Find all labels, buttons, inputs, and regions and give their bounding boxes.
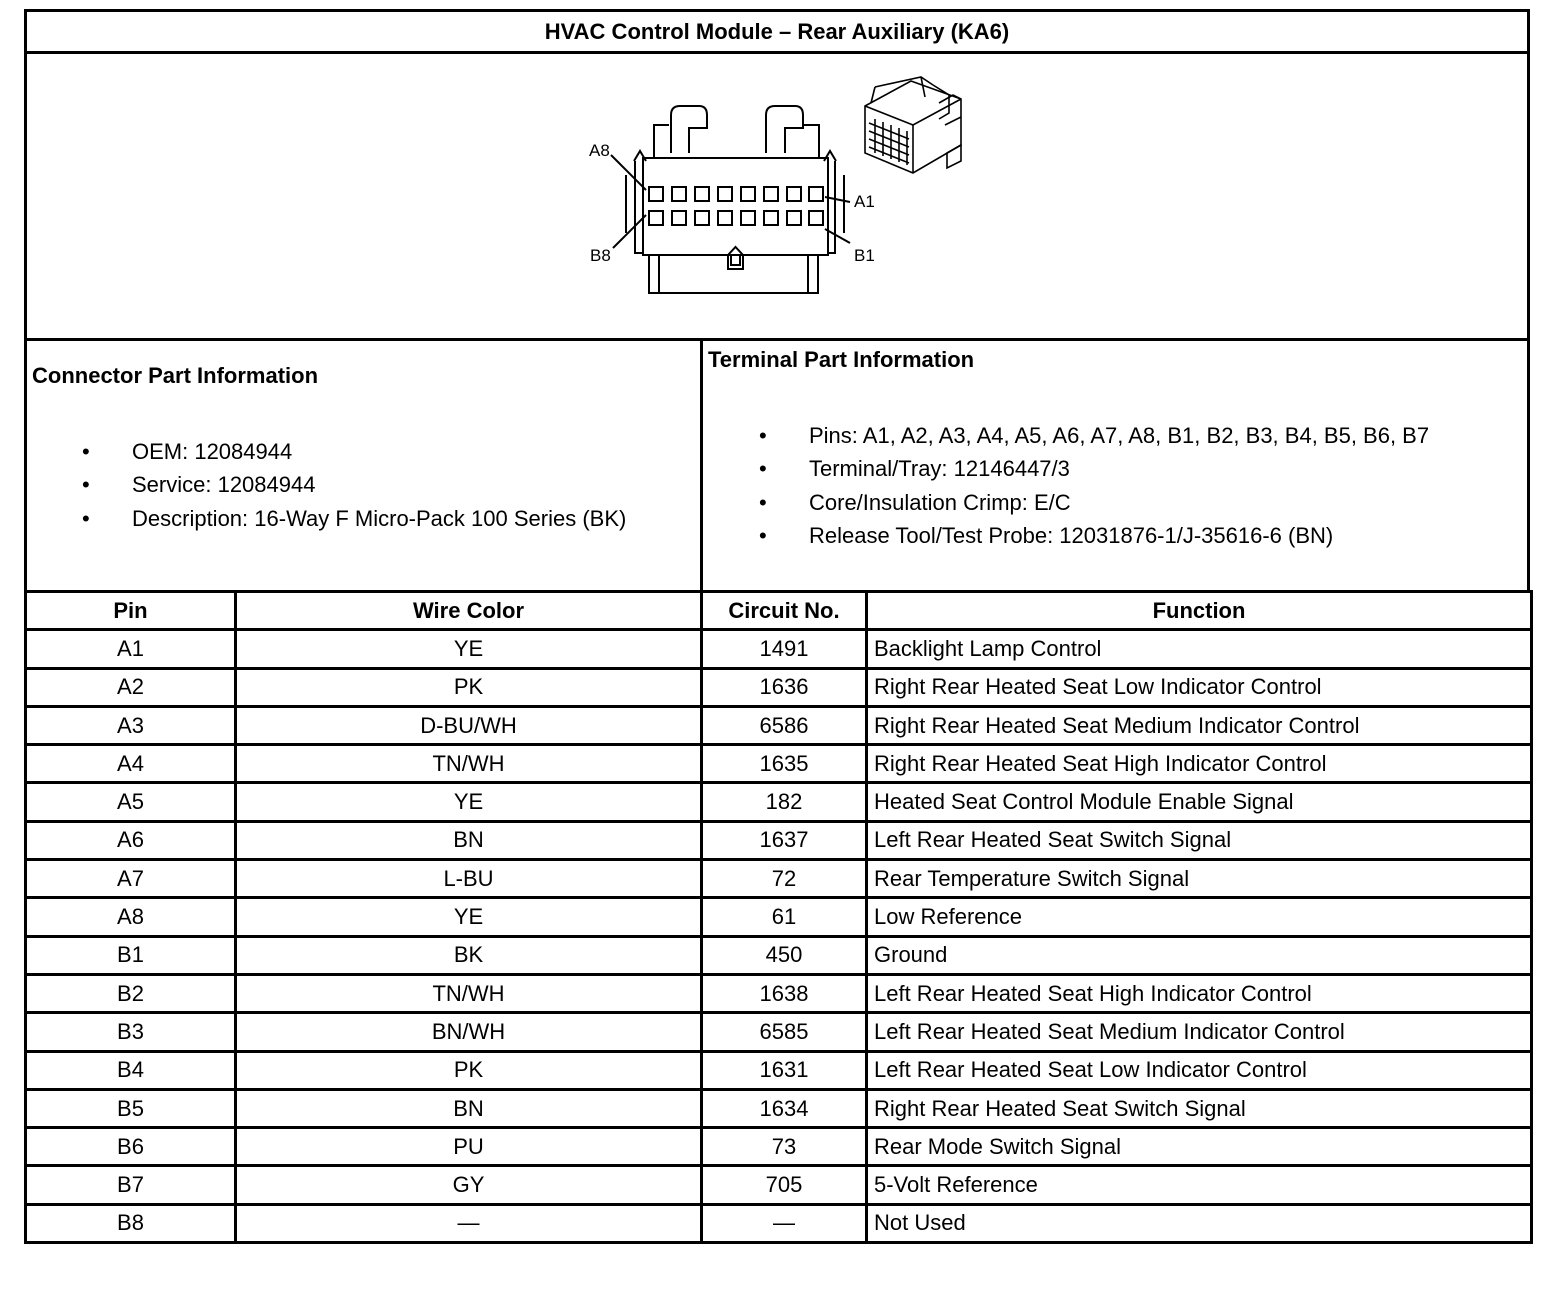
wire-color-cell: — [236, 1204, 702, 1242]
circuit-cell: 1638 [702, 974, 867, 1012]
circuit-cell: — [702, 1204, 867, 1242]
pin-cell: B2 [26, 974, 236, 1012]
pin-cell: B5 [26, 1089, 236, 1127]
function-cell: Rear Mode Switch Signal [867, 1128, 1532, 1166]
function-cell: Backlight Lamp Control [867, 630, 1532, 668]
function-cell: Rear Temperature Switch Signal [867, 860, 1532, 898]
terminal-info-heading: Terminal Part Information [708, 347, 975, 372]
table-row [26, 783, 1532, 821]
terminal-cavities [649, 187, 823, 225]
function-cell: Low Reference [867, 898, 1532, 936]
function-cell: 5-Volt Reference [867, 1166, 1532, 1204]
wire-color-cell: L-BU [236, 860, 702, 898]
pin-cell: A1 [26, 630, 236, 668]
function-cell: Right Rear Heated Seat High Indicator Control [867, 745, 1532, 783]
connector-face-drawing [611, 106, 850, 293]
bullet: • [759, 456, 767, 482]
pin-cell: B8 [26, 1204, 236, 1242]
table-row [26, 668, 1532, 706]
table-row [26, 1166, 1532, 1204]
wire-color-cell: YE [236, 783, 702, 821]
table-header-row [26, 592, 1532, 630]
connector-part-information [24, 338, 703, 593]
wire-color-cell: TN/WH [236, 974, 702, 1012]
circuit-cell: 1636 [702, 668, 867, 706]
function-cell: Left Rear Heated Seat Switch Signal [867, 821, 1532, 859]
circuit-cell: 450 [702, 936, 867, 974]
circuit-cell: 182 [702, 783, 867, 821]
wire-color-cell: YE [236, 898, 702, 936]
circuit-cell: 6585 [702, 1013, 867, 1051]
function-cell: Left Rear Heated Seat Low Indicator Control [867, 1051, 1532, 1089]
function-cell: Right Rear Heated Seat Medium Indicator Control [867, 706, 1532, 744]
function-cell: Left Rear Heated Seat High Indicator Control [867, 974, 1532, 1012]
table-row [26, 1051, 1532, 1089]
pin-cell: A6 [26, 821, 236, 859]
table-row [26, 821, 1532, 859]
table-row [26, 630, 1532, 668]
pin-cell: A7 [26, 860, 236, 898]
wire-color-cell: TN/WH [236, 745, 702, 783]
wire-color-cell: YE [236, 630, 702, 668]
table-row [26, 860, 1532, 898]
function-cell: Right Rear Heated Seat Low Indicator Control [867, 668, 1532, 706]
circuit-column-header: Circuit No. [702, 592, 867, 630]
pinout-table [24, 590, 1533, 1244]
function-cell: Left Rear Heated Seat Medium Indicator Control [867, 1013, 1532, 1051]
circuit-cell: 61 [702, 898, 867, 936]
pin-cell: B1 [26, 936, 236, 974]
circuit-cell: 1635 [702, 745, 867, 783]
bullet: • [759, 522, 767, 548]
wire-color-cell: D-BU/WH [236, 706, 702, 744]
pin-label-a1: A1 [854, 192, 875, 211]
table-row [26, 1128, 1532, 1166]
pins-list: Pins: A1, A2, A3, A4, A5, A6, A7, A8, B1, B2, B3, B4, B5, B6, B7 [809, 423, 1430, 448]
pin-cell: A3 [26, 706, 236, 744]
connector-diagram [27, 54, 1527, 338]
circuit-cell: 1631 [702, 1051, 867, 1089]
circuit-cell: 6586 [702, 706, 867, 744]
bullet: • [82, 505, 90, 531]
pin-label-b8: B8 [590, 246, 611, 265]
pin-cell: A4 [26, 745, 236, 783]
wire-color-cell: PK [236, 668, 702, 706]
circuit-cell: 1491 [702, 630, 867, 668]
release-tool-test-probe: Release Tool/Test Probe: 12031876-1/J-35616-6 (BN) [809, 522, 1334, 548]
pin-cell: A8 [26, 898, 236, 936]
terminal-tray: Terminal/Tray: 12146447/3 [809, 456, 1070, 482]
terminal-part-information [700, 338, 1530, 593]
table-row [26, 936, 1532, 974]
table-row [26, 1013, 1532, 1051]
function-cell: Ground [867, 936, 1532, 974]
wire-color-cell: BK [236, 936, 702, 974]
wire-color-cell: BN [236, 1089, 702, 1127]
circuit-cell: 1634 [702, 1089, 867, 1127]
pin-column-header: Pin [26, 592, 236, 630]
wire-color-cell: BN [236, 821, 702, 859]
circuit-cell: 705 [702, 1166, 867, 1204]
oem-part-number: OEM: 12084944 [132, 439, 293, 464]
pin-cell: B7 [26, 1166, 236, 1204]
table-row [26, 898, 1532, 936]
table-row [26, 1089, 1532, 1127]
function-column-header: Function [867, 592, 1532, 630]
pin-cell: B3 [26, 1013, 236, 1051]
page-title: HVAC Control Module – Rear Auxiliary (KA6) [24, 9, 1530, 54]
pin-cell: B6 [26, 1128, 236, 1166]
table-row [26, 745, 1532, 783]
connector-info-heading: Connector Part Information [32, 363, 319, 388]
table-row [26, 706, 1532, 744]
pin-cell: A5 [26, 783, 236, 821]
bullet: • [759, 489, 767, 515]
table-row [26, 1204, 1532, 1242]
wire-color-cell: BN/WH [236, 1013, 702, 1051]
connector-3d-view [865, 77, 961, 173]
pin-cell: B4 [26, 1051, 236, 1089]
function-cell: Heated Seat Control Module Enable Signal [867, 783, 1532, 821]
wire-color-cell: GY [236, 1166, 702, 1204]
pin-label-b1: B1 [854, 246, 875, 265]
circuit-cell: 73 [702, 1128, 867, 1166]
function-cell: Right Rear Heated Seat Switch Signal [867, 1089, 1532, 1127]
bullet: • [82, 472, 90, 498]
core-insulation-crimp: Core/Insulation Crimp: E/C [809, 489, 1071, 515]
function-cell: Not Used [867, 1204, 1532, 1242]
bullet: • [759, 423, 767, 448]
circuit-cell: 1637 [702, 821, 867, 859]
connector-description: Description: 16-Way F Micro-Pack 100 Series (BK) [132, 505, 627, 531]
pin-label-a8: A8 [589, 141, 610, 160]
wire-color-column-header: Wire Color [236, 592, 702, 630]
connector-diagram-panel [24, 51, 1530, 341]
circuit-cell: 72 [702, 860, 867, 898]
bullet: • [82, 439, 90, 464]
wire-color-cell: PU [236, 1128, 702, 1166]
service-part-number: Service: 12084944 [132, 472, 316, 498]
table-row [26, 974, 1532, 1012]
wire-color-cell: PK [236, 1051, 702, 1089]
pin-cell: A2 [26, 668, 236, 706]
